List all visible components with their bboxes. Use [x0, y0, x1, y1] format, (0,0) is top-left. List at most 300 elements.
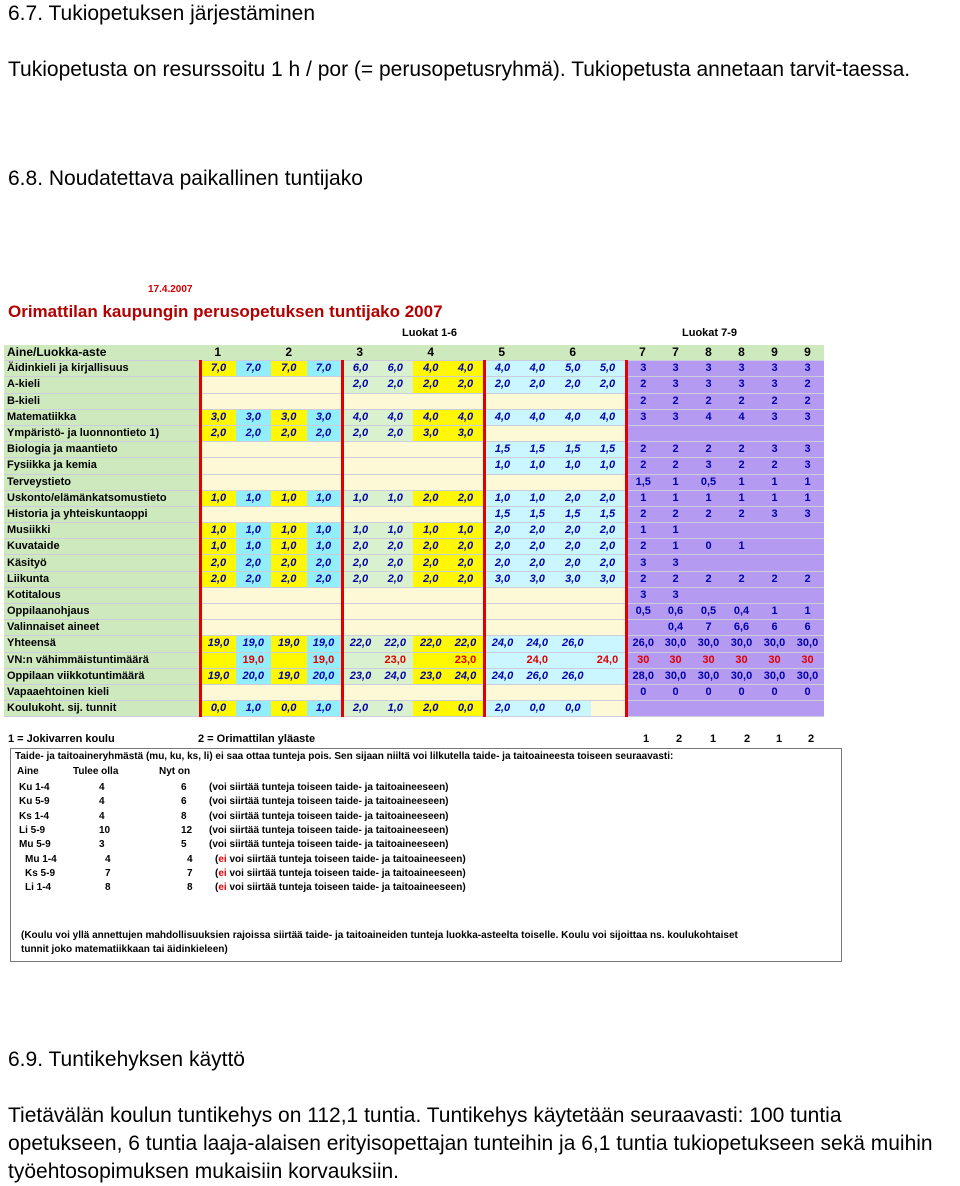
table-cell: [307, 393, 343, 409]
note-rest: voi siirtää tunteja toiseen taide- ja taitoaineeseen): [226, 882, 466, 894]
table-cell: 0,0: [449, 701, 485, 717]
table-cell: 30,0: [758, 636, 791, 652]
table-cell: [591, 701, 627, 717]
table-cell: [484, 393, 520, 409]
row-label: Oppilaan viikkotuntimäärä: [4, 668, 200, 684]
note-text: (ei voi siirtää tunteja toiseen taide- ja taitoaineeseen): [215, 867, 466, 879]
table-cell: 24,0: [378, 668, 414, 684]
table-cell: [555, 393, 591, 409]
table-cell: 1,0: [307, 490, 343, 506]
table-cell: 1,0: [307, 523, 343, 539]
header-label: Aine/Luokka-aste: [4, 345, 200, 361]
table-cell: 2,0: [378, 539, 414, 555]
table-cell: 2,0: [413, 571, 449, 587]
table-cell: 1,5: [484, 506, 520, 522]
table-cell: 6: [758, 620, 791, 636]
note-nyt: 5: [181, 839, 187, 851]
table-cell: [591, 393, 627, 409]
table-cell: 2,0: [413, 555, 449, 571]
table-cell: 2,0: [413, 539, 449, 555]
table-cell: 3: [791, 506, 824, 522]
table-cell: [271, 442, 307, 458]
table-cell: 1,0: [342, 490, 378, 506]
table-cell: 24,0: [484, 668, 520, 684]
table-cell: [200, 684, 236, 700]
table-cell: [271, 604, 307, 620]
note-tulee: 4: [99, 782, 105, 793]
table-cell: 4: [725, 409, 758, 425]
table-row: [4, 523, 824, 539]
table-cell: 2,0: [236, 425, 272, 441]
table-cell: [449, 587, 485, 603]
table-row: [4, 684, 824, 700]
table-cell: 1,0: [520, 490, 556, 506]
table-cell: 2,0: [413, 701, 449, 717]
table-cell: [200, 393, 236, 409]
table-cell: [342, 474, 378, 490]
table-cell: 6: [791, 620, 824, 636]
table-cell: [200, 442, 236, 458]
table-cell: [378, 393, 414, 409]
table-row: [4, 571, 824, 587]
table-cell: 1,0: [271, 539, 307, 555]
table-cell: 0,0: [520, 701, 556, 717]
table-cell: [378, 620, 414, 636]
table-cell: 0: [692, 539, 725, 555]
table-cell: 1,0: [236, 701, 272, 717]
table-cell: 2,0: [378, 377, 414, 393]
table-row: [4, 361, 824, 377]
table-cell: 2,0: [342, 571, 378, 587]
table-cell: 1: [659, 474, 692, 490]
table-cell: [758, 539, 791, 555]
table-cell: 3: [692, 458, 725, 474]
table-cell: 23,0: [413, 668, 449, 684]
note-text: (voi siirtää tunteja toiseen taide- ja taitoaineeseen): [209, 824, 449, 836]
table-cell: [758, 425, 791, 441]
table-cell: [342, 442, 378, 458]
header-grade: 9: [758, 345, 791, 361]
table-cell: 2,0: [449, 490, 485, 506]
table-cell: 1,0: [342, 523, 378, 539]
table-cell: 1: [659, 539, 692, 555]
table-cell: 1,5: [520, 506, 556, 522]
table-cell: 2,0: [342, 425, 378, 441]
table-row: [4, 668, 824, 684]
table-cell: 24,0: [591, 652, 627, 668]
table-cell: [520, 425, 556, 441]
table-cell: 19,0: [307, 636, 343, 652]
ei-flag: ei: [218, 867, 227, 879]
table-cell: 2: [692, 393, 725, 409]
table-cell: 1,0: [484, 458, 520, 474]
table-cell: 30: [692, 652, 725, 668]
table-cell: [200, 604, 236, 620]
table-cell: 1: [758, 474, 791, 490]
table-cell: 2: [725, 506, 758, 522]
table-cell: 3: [725, 361, 758, 377]
row-label: Kotitalous: [4, 587, 200, 603]
note-aine: Li 5-9: [19, 824, 46, 836]
table-row: [4, 409, 824, 425]
table-cell: 30,0: [659, 636, 692, 652]
table-cell: 1: [791, 490, 824, 506]
table-cell: 3: [758, 506, 791, 522]
note-tulee: 8: [105, 882, 111, 894]
table-cell: 2: [791, 377, 824, 393]
table-cell: 19,0: [271, 668, 307, 684]
table-cell: 19,0: [307, 652, 343, 668]
row-label: Koulukoht. sij. tunnit: [4, 701, 200, 717]
col-nyt: Nyt on: [159, 766, 191, 777]
table-cell: 4,0: [449, 361, 485, 377]
note-text: (ei voi siirtää tunteja toiseen taide- ja taitoaineeseen): [215, 853, 466, 865]
table-cell: 19,0: [236, 652, 272, 668]
table-cell: [413, 652, 449, 668]
table-cell: [591, 425, 627, 441]
row-label: Vapaaehtoinen kieli: [4, 684, 200, 700]
table-cell: 4,0: [591, 409, 627, 425]
note-nyt: 6: [181, 796, 187, 808]
table-cell: 2,0: [484, 555, 520, 571]
table-cell: 28,0: [626, 668, 659, 684]
col-tulee: Tulee olla: [73, 766, 119, 777]
table-cell: [200, 506, 236, 522]
table-cell: [236, 604, 272, 620]
table-cell: 1,0: [271, 490, 307, 506]
table-cell: 4,0: [484, 361, 520, 377]
table-cell: 3: [692, 361, 725, 377]
table-cell: [307, 506, 343, 522]
taide-taito-note-box: [10, 748, 842, 962]
table-cell: 24,0: [484, 636, 520, 652]
table-cell: 2: [725, 442, 758, 458]
heading-6-8: 6.8. Noudatettava paikallinen tuntijako: [8, 167, 363, 190]
table-cell: [307, 620, 343, 636]
table-cell: 2: [659, 506, 692, 522]
header-grade: [520, 345, 556, 361]
table-cell: 3,0: [271, 409, 307, 425]
legend-number: 2: [676, 733, 683, 745]
table-cell: [307, 442, 343, 458]
table-cell: [758, 555, 791, 571]
header-grade: 6: [555, 345, 591, 361]
table-cell: [342, 652, 378, 668]
table-cell: [271, 377, 307, 393]
header-grade: 8: [692, 345, 725, 361]
table-cell: 30: [725, 652, 758, 668]
table-cell: [555, 684, 591, 700]
table-cell: [725, 701, 758, 717]
note-text: (voi siirtää tunteja toiseen taide- ja taitoaineeseen): [209, 839, 449, 851]
table-cell: 2: [626, 442, 659, 458]
table-cell: 3: [626, 587, 659, 603]
table-cell: 2: [725, 571, 758, 587]
row-label: B-kieli: [4, 393, 200, 409]
note-tulee: 4: [99, 810, 105, 822]
table-cell: 2: [626, 458, 659, 474]
table-cell: 1: [659, 490, 692, 506]
header-grade: 7: [659, 345, 692, 361]
table-cell: 1,0: [271, 523, 307, 539]
table-cell: 30: [626, 652, 659, 668]
table-cell: 3,0: [449, 425, 485, 441]
table-cell: 3,0: [591, 571, 627, 587]
header-grade: 7: [626, 345, 659, 361]
table-cell: [484, 425, 520, 441]
table-cell: 2,0: [520, 555, 556, 571]
table-cell: 6,0: [342, 361, 378, 377]
table-cell: 4,0: [342, 409, 378, 425]
table-cell: [591, 668, 627, 684]
table-cell: [791, 555, 824, 571]
table-cell: 2,0: [200, 555, 236, 571]
legend-number: 2: [744, 733, 751, 745]
table-cell: [307, 604, 343, 620]
luokat-1-6-label: Luokat 1-6: [402, 327, 458, 339]
table-cell: 2: [791, 571, 824, 587]
table-cell: [758, 701, 791, 717]
header-grade: [307, 345, 343, 361]
heading-6-7: 6.7. Tukiopetuksen järjestäminen: [8, 2, 316, 25]
table-cell: 2: [692, 442, 725, 458]
table-cell: 0: [758, 684, 791, 700]
table-cell: [484, 684, 520, 700]
table-cell: 2,0: [342, 539, 378, 555]
table-cell: 2,0: [484, 523, 520, 539]
table-cell: [692, 523, 725, 539]
table-cell: [520, 587, 556, 603]
table-cell: 30,0: [692, 636, 725, 652]
table-cell: 0,4: [725, 604, 758, 620]
table-cell: [591, 604, 627, 620]
table-cell: [758, 523, 791, 539]
table-row: [4, 604, 824, 620]
note-nyt: 4: [187, 853, 193, 865]
table-cell: 4,0: [449, 409, 485, 425]
table-cell: [791, 701, 824, 717]
table-cell: 3: [659, 409, 692, 425]
table-cell: [520, 620, 556, 636]
table-cell: 2,0: [307, 555, 343, 571]
table-cell: [236, 506, 272, 522]
legend-number: 2: [808, 733, 815, 745]
table-cell: 4,0: [520, 409, 556, 425]
table-cell: [449, 442, 485, 458]
heading-6-9: 6.9. Tuntikehyksen käyttö: [8, 1048, 245, 1071]
table-cell: 3: [791, 458, 824, 474]
table-cell: [307, 587, 343, 603]
paragraph-tuntikehys: Tietävälän koulun tuntikehys on 112,1 tuntia. Tuntikehys käytetään seuraavasti: 100 tuntia opetukseen, 6 tuntia laaja-alaisen erityisopettajan tunteihin ja 6,1 tuntia tukiopetukseen sekä muihin työehtosopimuksen mukaisiin korvauksiin.: [8, 1104, 933, 1183]
table-row: [4, 474, 824, 490]
table-cell: 2,0: [555, 555, 591, 571]
note-nyt: 6: [181, 782, 187, 793]
table-cell: [484, 474, 520, 490]
table-cell: 30: [758, 652, 791, 668]
table-cell: [791, 539, 824, 555]
note-aine: Ku 1-4: [19, 782, 50, 793]
table-cell: 1,0: [413, 523, 449, 539]
table-cell: 5,0: [591, 361, 627, 377]
table-cell: [484, 620, 520, 636]
table-cell: 3: [758, 442, 791, 458]
ei-flag: ei: [218, 882, 227, 894]
table-cell: 6,6: [725, 620, 758, 636]
note-rest: voi siirtää tunteja toiseen taide- ja taitoaineeseen): [226, 853, 466, 865]
table-cell: 20,0: [307, 668, 343, 684]
header-grade: 1: [200, 345, 236, 361]
table-cell: 2,0: [307, 571, 343, 587]
table-cell: [200, 458, 236, 474]
table-cell: [413, 474, 449, 490]
table-cell: 1,0: [378, 701, 414, 717]
table-cell: 2: [725, 458, 758, 474]
table-cell: [484, 604, 520, 620]
table-cell: 2: [626, 393, 659, 409]
table-cell: 26,0: [520, 668, 556, 684]
table-cell: 2,0: [520, 539, 556, 555]
table-cell: [342, 506, 378, 522]
table-cell: 1: [725, 490, 758, 506]
header-grade: [236, 345, 272, 361]
table-cell: 1,5: [520, 442, 556, 458]
table-cell: 3: [692, 377, 725, 393]
header-grade: 2: [271, 345, 307, 361]
table-row: [4, 425, 824, 441]
table-cell: 2,0: [307, 425, 343, 441]
paragraph-tukiopetus: Tukiopetusta on resurssoitu 1 h / por (= perusopetusryhmä). Tukiopetusta annetaan tarvit-taessa.: [8, 58, 911, 81]
table-cell: 2,0: [200, 425, 236, 441]
table-cell: [449, 604, 485, 620]
table-cell: [449, 684, 485, 700]
table-cell: 23,0: [449, 652, 485, 668]
table-cell: [378, 684, 414, 700]
row-label: Fysiikka ja kemia: [4, 458, 200, 474]
table-cell: [659, 701, 692, 717]
table-cell: [520, 684, 556, 700]
table-cell: [659, 425, 692, 441]
table-row: [4, 442, 824, 458]
table-cell: [692, 555, 725, 571]
table-cell: [236, 474, 272, 490]
table-cell: 1: [626, 523, 659, 539]
ei-flag: ei: [218, 853, 227, 865]
table-cell: 2,0: [413, 377, 449, 393]
table-cell: [271, 587, 307, 603]
table-cell: [200, 474, 236, 490]
table-cell: [725, 523, 758, 539]
table-cell: 3: [791, 361, 824, 377]
table-cell: 19,0: [236, 636, 272, 652]
table-cell: 2,0: [555, 539, 591, 555]
table-cell: 1,0: [484, 490, 520, 506]
table-cell: 2,0: [342, 555, 378, 571]
table-cell: 30,0: [725, 668, 758, 684]
table-cell: [342, 458, 378, 474]
table-cell: [200, 377, 236, 393]
table-cell: 2,0: [413, 490, 449, 506]
table-cell: [307, 684, 343, 700]
table-cell: [236, 458, 272, 474]
row-label: A-kieli: [4, 377, 200, 393]
table-cell: 2,0: [555, 523, 591, 539]
table-cell: 2,0: [484, 377, 520, 393]
table-cell: 30,0: [791, 636, 824, 652]
header-grade: 5: [484, 345, 520, 361]
table-cell: 5,0: [555, 361, 591, 377]
table-cell: [378, 458, 414, 474]
table-cell: 2,0: [520, 523, 556, 539]
table-cell: 2: [659, 393, 692, 409]
table-cell: 19,0: [271, 636, 307, 652]
row-label: Historia ja yhteiskuntaoppi: [4, 506, 200, 522]
note-nyt: 7: [187, 867, 193, 879]
table-row: [4, 506, 824, 522]
table-cell: 2,0: [591, 377, 627, 393]
table-cell: 6,0: [378, 361, 414, 377]
table-cell: 1,0: [200, 539, 236, 555]
table-cell: 2,0: [378, 555, 414, 571]
table-cell: [413, 506, 449, 522]
note-tulee: 4: [99, 796, 105, 808]
table-cell: 3: [758, 361, 791, 377]
table-cell: 1,0: [520, 458, 556, 474]
table-cell: [236, 377, 272, 393]
table-cell: 2: [626, 506, 659, 522]
table-cell: 1,5: [591, 506, 627, 522]
table-cell: [413, 684, 449, 700]
table-cell: [378, 474, 414, 490]
table-cell: [692, 587, 725, 603]
table-cell: 2,0: [342, 377, 378, 393]
table-row: [4, 539, 824, 555]
table-cell: 0,0: [555, 701, 591, 717]
table-cell: 4,0: [555, 409, 591, 425]
table-cell: 1: [725, 474, 758, 490]
table-cell: [307, 458, 343, 474]
table-cell: [342, 393, 378, 409]
table-cell: 1,0: [449, 523, 485, 539]
note-aine: Li 1-4: [25, 882, 52, 894]
table-row: [4, 701, 824, 717]
luokat-7-9-label: Luokat 7-9: [682, 327, 738, 339]
table-cell: [342, 604, 378, 620]
table-cell: 30: [791, 652, 824, 668]
table-cell: 3: [659, 555, 692, 571]
table-cell: 1,5: [484, 442, 520, 458]
table-cell: 23,0: [378, 652, 414, 668]
table-cell: 7: [692, 620, 725, 636]
row-label: Äidinkieli ja kirjallisuus: [4, 361, 200, 377]
table-row: [4, 652, 824, 668]
header-grade: 8: [725, 345, 758, 361]
table-cell: 30,0: [791, 668, 824, 684]
table-cell: [626, 701, 659, 717]
table-cell: [591, 684, 627, 700]
table-cell: 2,0: [484, 539, 520, 555]
table-cell: 1,0: [378, 490, 414, 506]
table-cell: 0,6: [659, 604, 692, 620]
table-cell: [555, 604, 591, 620]
table-cell: 1,0: [307, 701, 343, 717]
table-cell: 1,0: [555, 458, 591, 474]
table-cell: 7,0: [307, 361, 343, 377]
note-footer-2: tunnit joko matematiikkaan tai äidinkieleen): [21, 944, 228, 955]
table-cell: [449, 458, 485, 474]
table-cell: [591, 474, 627, 490]
table-cell: 20,0: [236, 668, 272, 684]
table-cell: 3,0: [484, 571, 520, 587]
